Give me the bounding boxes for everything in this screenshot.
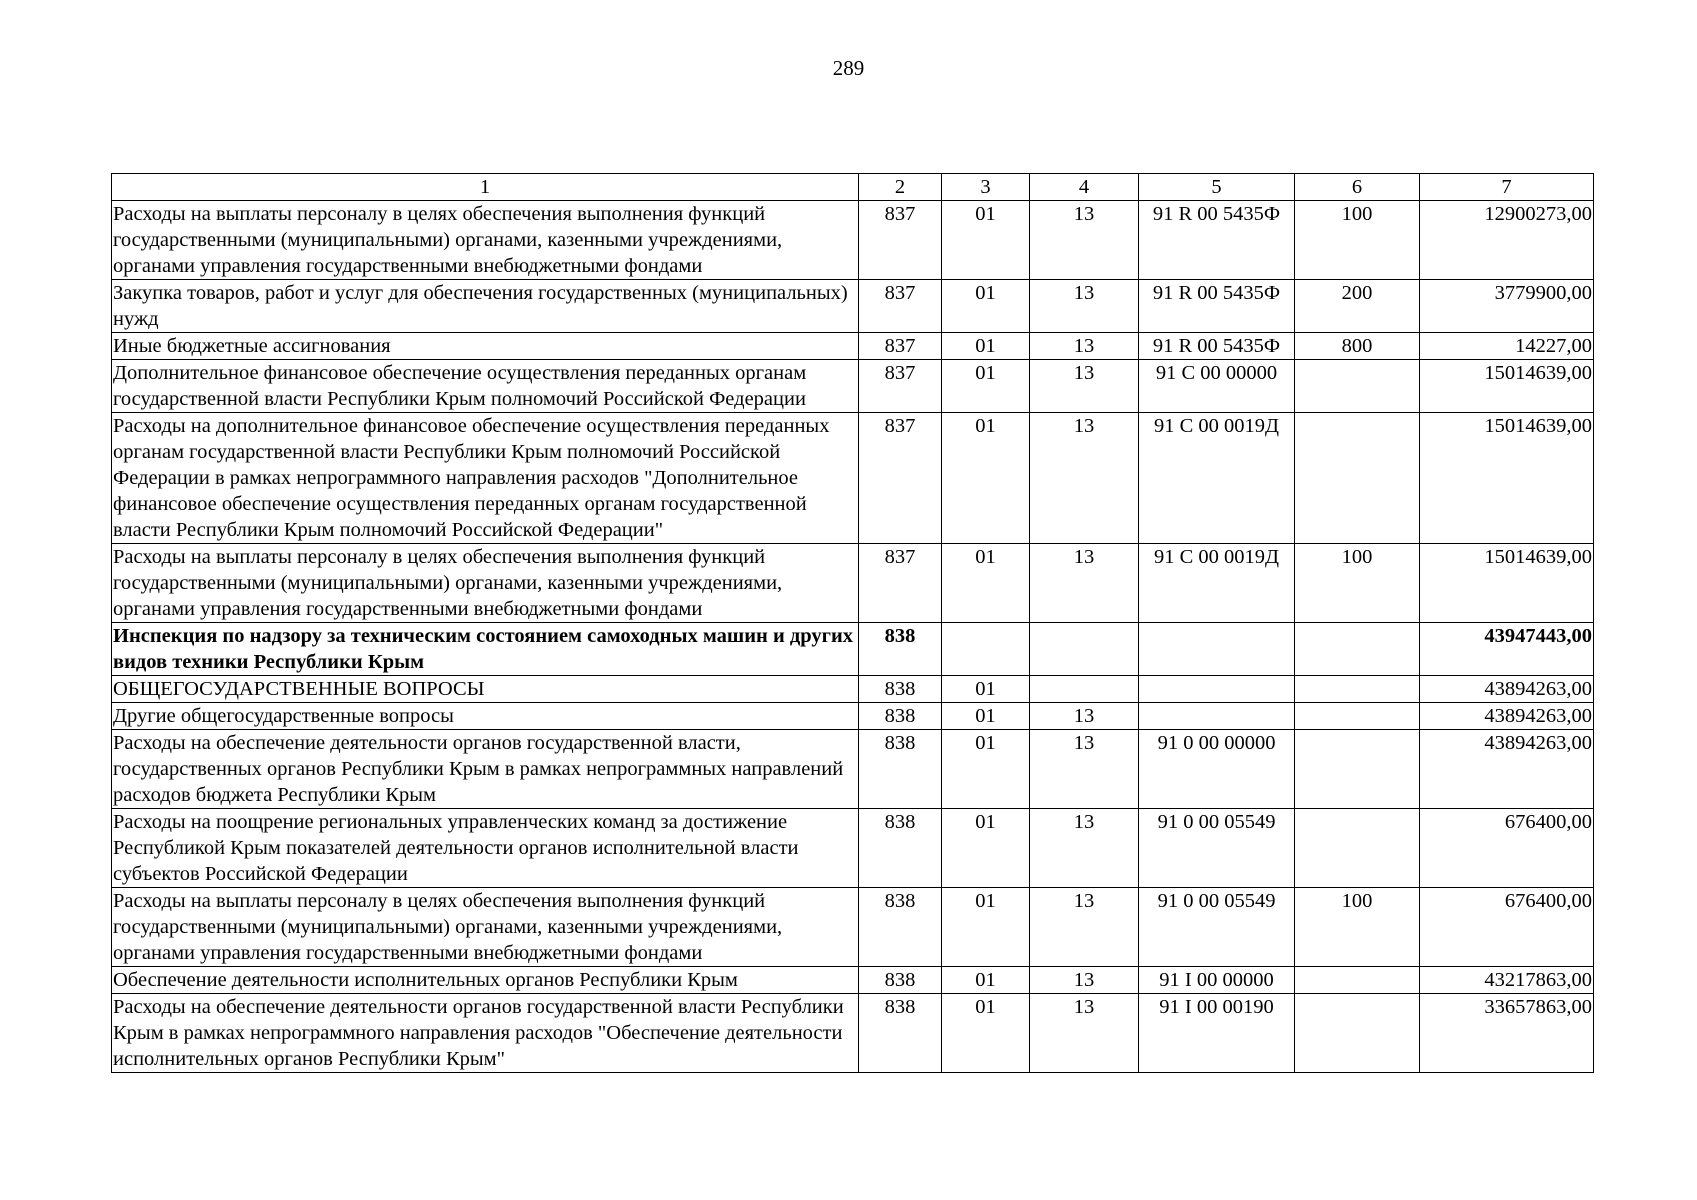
row-code-col3-cell: 01: [942, 809, 1030, 888]
table-row: [112, 201, 1594, 280]
row-code-col2-cell: 838: [859, 967, 942, 994]
row-amount-cell: 14227,00: [1420, 333, 1594, 360]
row-code-col4-cell: [1030, 623, 1139, 676]
row-code-col4-cell: 13: [1030, 360, 1139, 413]
row-code-col5-cell: 91 R 00 5435Ф: [1139, 280, 1295, 333]
row-code-col4-cell: 13: [1030, 967, 1139, 994]
row-name-cell: Расходы на выплаты персоналу в целях обеспечения выполнения функций государственными (муниципальными) органами, казенными учреждениями, органами управления государственными внебюджетными фондами: [112, 888, 859, 967]
header-cell: 3: [942, 174, 1030, 201]
header-cell: 2: [859, 174, 942, 201]
row-code-col5-cell: 91 I 00 00190: [1139, 994, 1295, 1073]
row-code-col5-cell: 91 0 00 05549: [1139, 888, 1295, 967]
header-cell: 7: [1420, 174, 1594, 201]
row-name-cell: Другие общегосударственные вопросы: [112, 703, 859, 730]
row-code-col5-cell: 91 I 00 00000: [1139, 967, 1295, 994]
row-code-col4-cell: 13: [1030, 994, 1139, 1073]
header-cell: 6: [1295, 174, 1420, 201]
row-amount-cell: 15014639,00: [1420, 360, 1594, 413]
page-number: 289: [832, 56, 865, 80]
row-name-cell: Расходы на поощрение региональных управленческих команд за достижение Республикой Крым показателей деятельности органов исполнительной власти субъектов Российской Федерации: [112, 809, 859, 888]
row-code-col2-cell: 837: [859, 544, 942, 623]
row-code-col4-cell: [1030, 676, 1139, 703]
row-code-col6-cell: [1295, 703, 1420, 730]
row-amount-cell: 43217863,00: [1420, 967, 1594, 994]
row-code-col5-cell: [1139, 676, 1295, 703]
row-code-col3-cell: 01: [942, 280, 1030, 333]
table-row: [112, 360, 1594, 413]
row-code-col2-cell: 837: [859, 413, 942, 544]
row-code-col3-cell: 01: [942, 333, 1030, 360]
row-name-cell: ОБЩЕГОСУДАРСТВЕННЫЕ ВОПРОСЫ: [112, 676, 859, 703]
row-code-col4-cell: 13: [1030, 888, 1139, 967]
table-row: [112, 333, 1594, 360]
table-row: [112, 413, 1594, 544]
row-amount-cell: 43894263,00: [1420, 676, 1594, 703]
table-row: [112, 544, 1594, 623]
row-amount-cell: 33657863,00: [1420, 994, 1594, 1073]
table-body: [112, 201, 1594, 1073]
row-code-col2-cell: 838: [859, 730, 942, 809]
table-row: [112, 280, 1594, 333]
row-code-col3-cell: 01: [942, 201, 1030, 280]
row-name-cell: Обеспечение деятельности исполнительных органов Республики Крым: [112, 967, 859, 994]
row-amount-cell: 43894263,00: [1420, 730, 1594, 809]
row-name-cell: Закупка товаров, работ и услуг для обеспечения государственных (муниципальных) нужд: [112, 280, 859, 333]
row-code-col6-cell: 800: [1295, 333, 1420, 360]
row-code-col3-cell: 01: [942, 703, 1030, 730]
row-code-col5-cell: 91 0 00 05549: [1139, 809, 1295, 888]
row-code-col5-cell: 91 0 00 00000: [1139, 730, 1295, 809]
row-code-col3-cell: 01: [942, 360, 1030, 413]
table-row: [112, 730, 1594, 809]
row-amount-cell: 43894263,00: [1420, 703, 1594, 730]
row-code-col3-cell: 01: [942, 413, 1030, 544]
row-name-cell: Дополнительное финансовое обеспечение осуществления переданных органам государственной власти Республики Крым полномочий Российской Федерации: [112, 360, 859, 413]
row-name-cell: Расходы на обеспечение деятельности органов государственной власти Республики Крым в рамках непрограммного направления расходов "Обеспечение деятельности исполнительных органов Республики Крым": [112, 994, 859, 1073]
row-code-col5-cell: [1139, 703, 1295, 730]
row-code-col6-cell: [1295, 994, 1420, 1073]
header-cell: 1: [112, 174, 859, 201]
row-code-col6-cell: [1295, 360, 1420, 413]
row-amount-cell: 676400,00: [1420, 888, 1594, 967]
row-code-col3-cell: 01: [942, 967, 1030, 994]
row-amount-cell: 15014639,00: [1420, 413, 1594, 544]
row-code-col2-cell: 838: [859, 994, 942, 1073]
table-row: [112, 703, 1594, 730]
row-code-col2-cell: 837: [859, 280, 942, 333]
row-amount-cell: 12900273,00: [1420, 201, 1594, 280]
row-amount-cell: 676400,00: [1420, 809, 1594, 888]
row-code-col5-cell: [1139, 623, 1295, 676]
row-code-col6-cell: [1295, 730, 1420, 809]
row-code-col4-cell: 13: [1030, 703, 1139, 730]
row-code-col6-cell: [1295, 967, 1420, 994]
row-code-col6-cell: 100: [1295, 201, 1420, 280]
row-code-col5-cell: 91 R 00 5435Ф: [1139, 201, 1295, 280]
table-row: [112, 809, 1594, 888]
row-name-cell: Расходы на дополнительное финансовое обеспечение осуществления переданных органам государственной власти Республики Крым полномочий Российской Федерации в рамках непрограммного направления расходов "Дополнительное финансовое обеспечение осуществления переданных органам государственной власти Республики Крым полномочий Российской Федерации": [112, 413, 859, 544]
header-row: [112, 174, 1594, 201]
row-code-col5-cell: 91 С 00 00000: [1139, 360, 1295, 413]
row-code-col3-cell: 01: [942, 888, 1030, 967]
table-row: [112, 888, 1594, 967]
row-name-cell: Расходы на выплаты персоналу в целях обеспечения выполнения функций государственными (муниципальными) органами, казенными учреждениями, органами управления государственными внебюджетными фондами: [112, 544, 859, 623]
row-code-col4-cell: 13: [1030, 730, 1139, 809]
table-row: [112, 967, 1594, 994]
row-code-col3-cell: 01: [942, 730, 1030, 809]
row-code-col3-cell: 01: [942, 994, 1030, 1073]
row-code-col5-cell: 91 С 00 0019Д: [1139, 544, 1295, 623]
row-code-col5-cell: 91 R 00 5435Ф: [1139, 333, 1295, 360]
row-code-col2-cell: 838: [859, 623, 942, 676]
row-code-col2-cell: 838: [859, 676, 942, 703]
row-code-col6-cell: [1295, 413, 1420, 544]
row-amount-cell: 15014639,00: [1420, 544, 1594, 623]
row-name-cell: Иные бюджетные ассигнования: [112, 333, 859, 360]
row-name-cell: Инспекция по надзору за техническим состоянием самоходных машин и других видов техники Республики Крым: [112, 623, 859, 676]
row-code-col4-cell: 13: [1030, 544, 1139, 623]
row-code-col4-cell: 13: [1030, 809, 1139, 888]
header-cell: 4: [1030, 174, 1139, 201]
row-name-cell: Расходы на выплаты персоналу в целях обеспечения выполнения функций государственными (муниципальными) органами, казенными учреждениями, органами управления государственными внебюджетными фондами: [112, 201, 859, 280]
table-row: [112, 994, 1594, 1073]
row-code-col4-cell: 13: [1030, 333, 1139, 360]
row-amount-cell: 3779900,00: [1420, 280, 1594, 333]
row-code-col4-cell: 13: [1030, 201, 1139, 280]
row-code-col6-cell: 100: [1295, 888, 1420, 967]
row-name-cell: Расходы на обеспечение деятельности органов государственной власти, государственных органов Республики Крым в рамках непрограммных направлений расходов бюджета Республики Крым: [112, 730, 859, 809]
row-code-col3-cell: 01: [942, 676, 1030, 703]
row-code-col2-cell: 838: [859, 703, 942, 730]
budget-table: [111, 173, 1594, 1073]
row-code-col6-cell: [1295, 676, 1420, 703]
row-code-col2-cell: 838: [859, 888, 942, 967]
row-code-col4-cell: 13: [1030, 413, 1139, 544]
row-amount-cell: 43947443,00: [1420, 623, 1594, 676]
row-code-col6-cell: 200: [1295, 280, 1420, 333]
row-code-col3-cell: 01: [942, 544, 1030, 623]
table-row: [112, 623, 1594, 676]
row-code-col5-cell: 91 С 00 0019Д: [1139, 413, 1295, 544]
row-code-col2-cell: 837: [859, 333, 942, 360]
table-row: [112, 676, 1594, 703]
row-code-col6-cell: [1295, 623, 1420, 676]
row-code-col6-cell: [1295, 809, 1420, 888]
row-code-col6-cell: 100: [1295, 544, 1420, 623]
row-code-col2-cell: 837: [859, 360, 942, 413]
row-code-col3-cell: [942, 623, 1030, 676]
row-code-col2-cell: 837: [859, 201, 942, 280]
header-cell: 5: [1139, 174, 1295, 201]
row-code-col2-cell: 838: [859, 809, 942, 888]
row-code-col4-cell: 13: [1030, 280, 1139, 333]
